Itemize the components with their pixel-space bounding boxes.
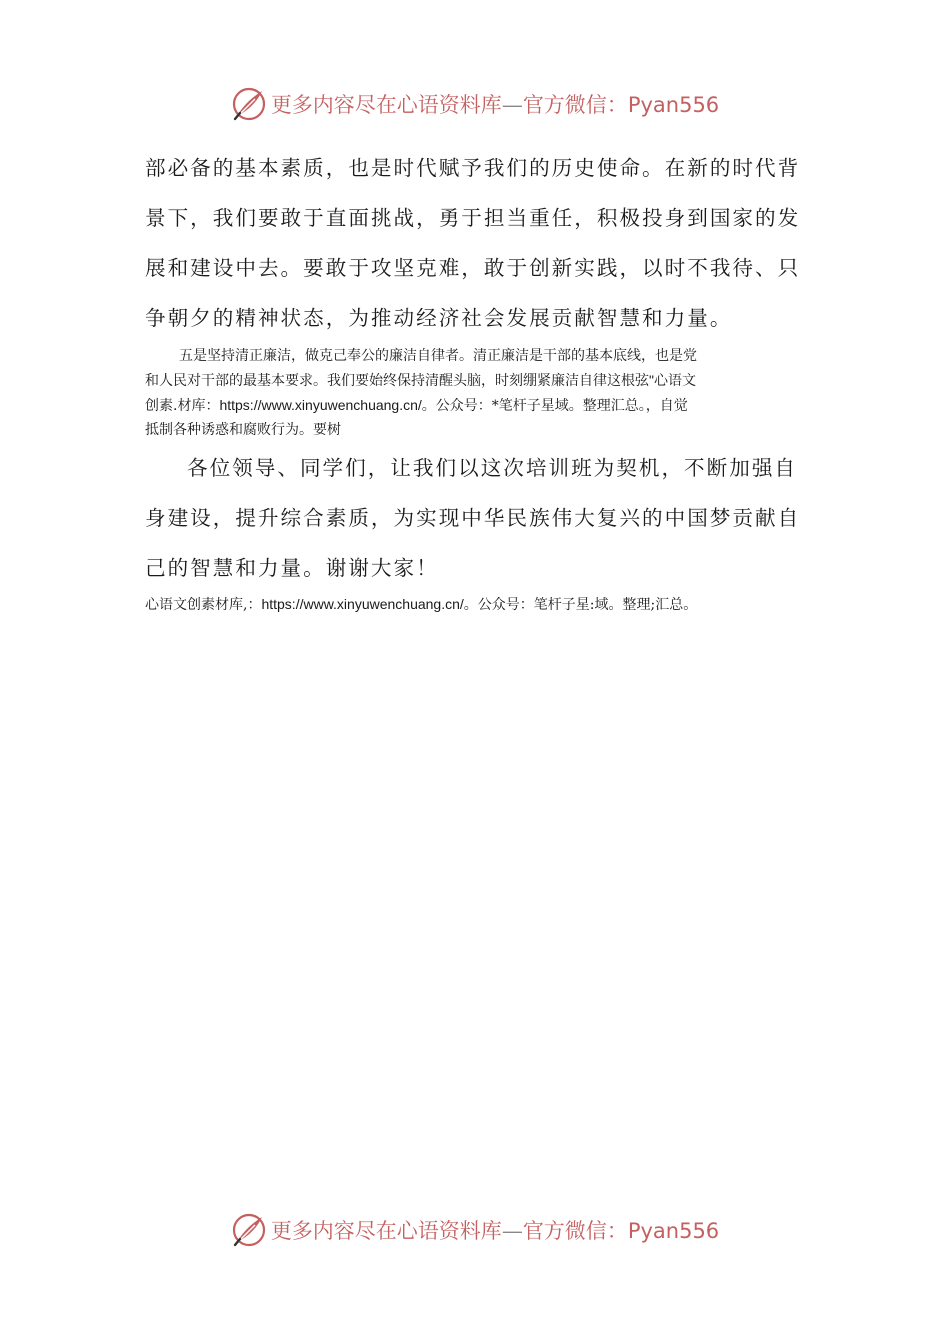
paragraph-1 (145, 143, 810, 343)
banner-title: 更多内容尽在心语资料库 (270, 93, 502, 117)
paragraph-2-text: "心语文 (649, 372, 696, 388)
quill-pen-logo-icon (231, 1212, 267, 1248)
banner-dash: — (501, 1219, 523, 1243)
quill-pen-logo-icon (231, 86, 267, 122)
paragraph-2-line: 抵制各种诱惑和腐败行为。要树 (145, 422, 341, 438)
paragraph-3 (145, 443, 810, 593)
paragraph-4-text: 心语文创素材库,： (145, 597, 262, 613)
paragraph-4-url: https://www.xinyuwenchuang.cn/ (261, 596, 464, 612)
paragraph-2-line (145, 393, 810, 418)
paragraph-3-line: 己的智慧和力量。谢谢大家！ (145, 556, 439, 580)
banner-contact: Pyan556 (627, 93, 720, 117)
paragraph-2-text: 和人民对干部的最基本要求。我们要始终保持清醒头脑，时刻绷紧廉洁自律这根弦 (145, 373, 649, 389)
paragraph-2-text: 创素.材库： (145, 398, 220, 414)
banner-text (271, 89, 719, 119)
banner-official-label: 官方微信： (522, 93, 628, 117)
paragraph-2-line: 五是坚持清正廉洁，做克己奉公的廉洁自律者。清正廉洁是干部的基本底线，也是党 (179, 348, 697, 364)
paragraph-4-text: 。公众号：笔杆子星:域。整理;汇总。 (463, 597, 698, 613)
paragraph-2 (145, 344, 810, 442)
paragraph-3-line: 身建设，提升综合素质，为实现中华民族伟大复兴的中国梦贡献自 (145, 506, 801, 530)
footer-banner (0, 1208, 950, 1252)
paragraph-3-line: 各位领导、同学们，让我们以这次培训班为契机，不断加强自 (187, 456, 798, 480)
banner-official-label: 官方微信： (522, 1219, 628, 1243)
banner-title: 更多内容尽在心语资料库 (270, 1219, 502, 1243)
header-banner (0, 82, 950, 126)
paragraph-1-line: 展和建设中去。要敢于攻坚克难，敢于创新实践，以时不我待、只 (145, 256, 801, 280)
paragraph-2-line (145, 368, 810, 393)
banner-text (271, 1215, 719, 1245)
paragraph-2-url: https://www.xinyuwenchuang.cn/ (219, 397, 422, 413)
banner-contact: Pyan556 (627, 1219, 720, 1243)
banner-dash: — (501, 93, 523, 117)
paragraph-4 (145, 592, 810, 617)
paragraph-1-line: 景下，我们要敢于直面挑战，勇于担当重任，积极投身到国家的发 (145, 206, 801, 230)
paragraph-1-line: 争朝夕的精神状态，为推动经济社会发展贡献智慧和力量。 (145, 306, 733, 330)
paragraph-1-line: 部必备的基本素质，也是时代赋予我们的历史使命。在新的时代背 (145, 156, 801, 180)
paragraph-2-text: 。公众号：*笔杆子星域。整理汇总。，自觉 (421, 398, 688, 414)
